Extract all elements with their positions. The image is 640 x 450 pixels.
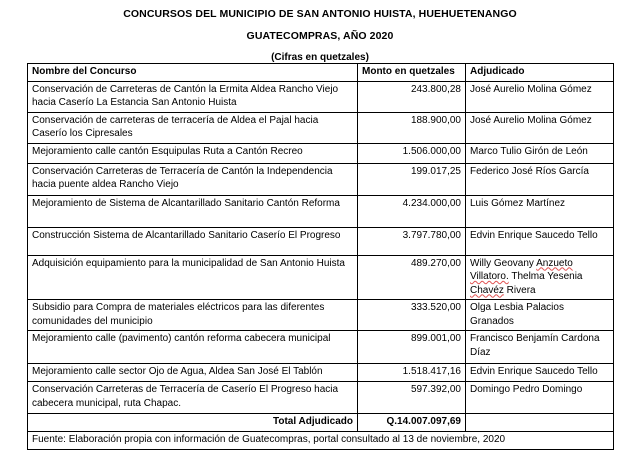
column-header-adjudicado: Adjudicado bbox=[466, 64, 614, 82]
table-row bbox=[28, 331, 614, 364]
table-row bbox=[28, 195, 614, 227]
cell-adjudicado: Marco Tulio Girón de León bbox=[466, 143, 614, 163]
cell-monto: 3.797.780,00 bbox=[358, 227, 466, 255]
cell-adjudicado bbox=[466, 255, 614, 300]
document-title-line-2: GUATECOMPRAS, AÑO 2020 bbox=[246, 30, 394, 42]
table-header-row bbox=[28, 64, 614, 82]
document-header bbox=[0, 7, 640, 65]
document-title-line-1: CONCURSOS DEL MUNICIPIO DE SAN ANTONIO HUISTA, HUEHUETENANGO bbox=[123, 8, 517, 20]
source-row bbox=[28, 432, 614, 450]
misspelled-word: Anzueto bbox=[536, 257, 573, 269]
cell-monto: 1.506.000,00 bbox=[358, 143, 466, 163]
cell-nombre: Conservación Carreteras de Terracería de Caserío El Progreso hacia cabecera municipal, ruta Chapac. bbox=[28, 382, 358, 414]
cell-nombre: Subsidio para Compra de materiales eléctricos para las diferentes comunidades del municipio bbox=[28, 300, 358, 331]
cell-nombre: Conservación Carreteras de Terracería de Cantón la Independencia hacia puente aldea Rancho Viejo bbox=[28, 163, 358, 195]
table-row bbox=[28, 143, 614, 163]
total-empty-cell bbox=[466, 414, 614, 432]
table-row bbox=[28, 81, 614, 112]
cell-adjudicado: José Aurelio Molina Gómez bbox=[466, 81, 614, 112]
cell-monto: 899.001,00 bbox=[358, 331, 466, 364]
table-row bbox=[28, 163, 614, 195]
cell-nombre: Mejoramiento calle cantón Esquipulas Ruta a Cantón Recreo bbox=[28, 143, 358, 163]
column-header-nombre: Nombre del Concurso bbox=[28, 64, 358, 82]
cell-nombre: Mejoramiento calle sector Ojo de Agua, Aldea San José El Tablón bbox=[28, 364, 358, 382]
cell-nombre: Conservación de carreteras de terracería de Aldea el Pajal hacia Caserío los Cipresales bbox=[28, 112, 358, 143]
cell-monto: 597.392,00 bbox=[358, 382, 466, 414]
table-row bbox=[28, 255, 614, 300]
cell-adjudicado: José Aurelio Molina Gómez bbox=[466, 112, 614, 143]
column-header-monto: Monto en quetzales bbox=[358, 64, 466, 82]
cell-monto: 4.234.000,00 bbox=[358, 195, 466, 227]
table-row bbox=[28, 364, 614, 382]
table-row bbox=[28, 300, 614, 331]
cell-nombre: Mejoramiento de Sistema de Alcantarillado Sanitario Cantón Reforma bbox=[28, 195, 358, 227]
cell-nombre: Adquisición equipamiento para la municipalidad de San Antonio Huista bbox=[28, 255, 358, 300]
cell-monto: 199.017,25 bbox=[358, 163, 466, 195]
source-note: Fuente: Elaboración propia con información de Guatecompras, portal consultado al 13 de noviembre, 2020 bbox=[28, 432, 614, 450]
table-row bbox=[28, 382, 614, 414]
cell-nombre: Mejoramiento calle (pavimento) cantón reforma cabecera municipal bbox=[28, 331, 358, 364]
cell-monto: 333.520,00 bbox=[358, 300, 466, 331]
adjudicado-text: Rivera bbox=[503, 284, 536, 296]
table-row bbox=[28, 227, 614, 255]
adjudicado-text: Thelma Yesenia bbox=[508, 271, 583, 282]
cell-adjudicado: Edvin Enrique Saucedo Tello bbox=[466, 227, 614, 255]
cell-monto: 489.270,00 bbox=[358, 255, 466, 300]
cell-adjudicado: Edvin Enrique Saucedo Tello bbox=[466, 364, 614, 382]
total-row bbox=[28, 414, 614, 432]
misspelled-word: Villatoro. bbox=[470, 271, 509, 282]
total-label: Total Adjudicado bbox=[28, 414, 358, 432]
cell-adjudicado: Luis Gómez Martínez bbox=[466, 195, 614, 227]
concursos-table bbox=[27, 63, 614, 450]
cell-adjudicado: Federico José Ríos García bbox=[466, 163, 614, 195]
adjudicado-text: Willy Geovany bbox=[470, 257, 537, 269]
cell-nombre: Construcción Sistema de Alcantarillado Sanitario Caserío El Progreso bbox=[28, 227, 358, 255]
cell-nombre: Conservación de Carreteras de Cantón la Ermita Aldea Rancho Viejo hacia Caserío La Estancia San Antonio Huista bbox=[28, 81, 358, 112]
cell-monto: 188.900,00 bbox=[358, 112, 466, 143]
table-row bbox=[28, 112, 614, 143]
misspelled-word: Chavéz bbox=[470, 284, 504, 296]
document-subtitle: (Cifras en quetzales) bbox=[271, 52, 369, 63]
cell-adjudicado: Olga Lesbia Palacios Granados bbox=[466, 300, 614, 331]
cell-adjudicado: Francisco Benjamín Cardona Díaz bbox=[466, 331, 614, 364]
cell-monto: 243.800,28 bbox=[358, 81, 466, 112]
cell-monto: 1.518.417,16 bbox=[358, 364, 466, 382]
total-value: Q.14.007.097,69 bbox=[358, 414, 466, 432]
cell-adjudicado: Domingo Pedro Domingo bbox=[466, 382, 614, 414]
